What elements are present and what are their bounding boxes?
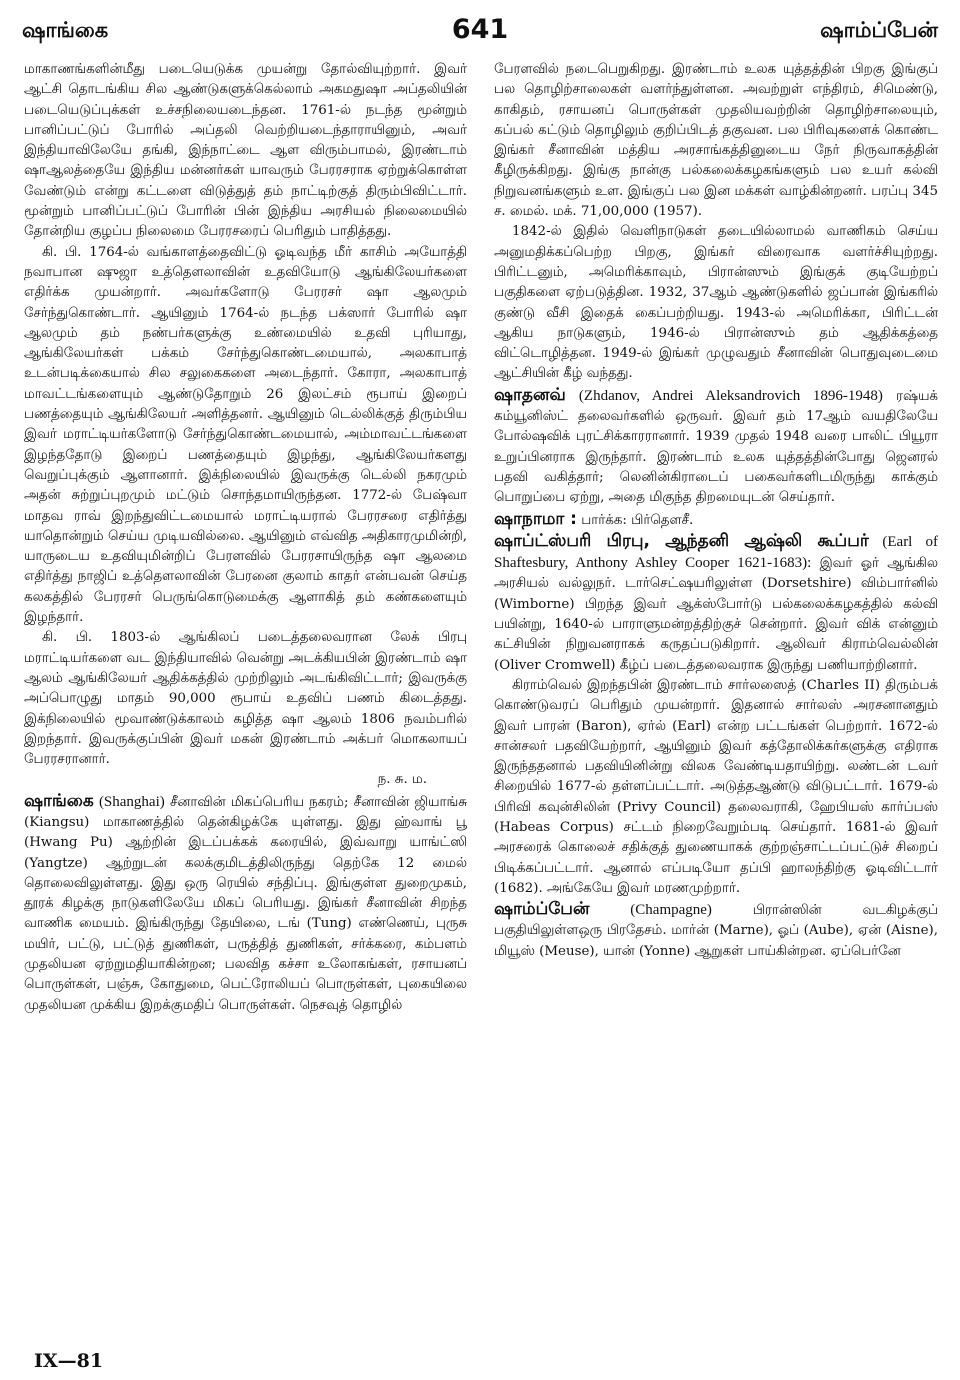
page-number: 641 xyxy=(451,14,509,45)
author-initials: ந. சு. ம. xyxy=(377,772,427,788)
headword-champagne-english: (Champagne) xyxy=(630,902,712,919)
headword-shahnama: ஷாநாமா : xyxy=(494,508,577,529)
right-column xyxy=(494,60,938,1350)
entry-shaftesbury xyxy=(494,531,938,676)
headword-shanghai-english: (Shanghai) xyxy=(98,793,165,810)
entry-shahnama xyxy=(494,509,938,531)
paragraph-shaftesbury-2: கிராம்வெல் இறந்தபின் இரண்டாம் சார்லஸைத் (Charles II) திரும்பக் கொண்டுவரப் பெரிதும் முயன்றார். இதனால் சார்லஸ் அரசனானதும் இவர் பாரன் (Baron), ஏர்ல் (Earl) என்ற பட்டங்கள் பெற்றார். 1672-ல் சான்சலர் பதவியேற்றார், ஆயினும் இவர் கத்தோலிக்கர்களுக்கு எதிராக இருந்ததனால் பதவியினின்று விலக வேண்டியதாயிற்று. லண்டன் டவர் சிறையில் 1677-ல் தள்ளப்பட்டார். அடுத்தஆண்டு விடுபட்டார். 1679-ல் பிரிவி கவுன்சிலின் (Privy Council) தலைவராகி, ஹேபியஸ் கார்ப்பஸ் (Habeas Corpus) சட்டம் நிறைவேறும்படி செய்தார். 1681-ல் இவர் அரசரைக் கொலைச் சதிக்குத் துணையாகக் குற்றஞ்சாட்டப்பட்டுச் சிறைப் பிடிக்கப்பட்டார். ஆனால் எப்படியோ தப்பி ஹாலந்திற்கு ஓடிவிட்டார் (1682). அங்கேயே இவர் மரணமுற்றார். xyxy=(494,677,938,896)
paragraph-shah-alam-3: கி. பி. 1803-ல் ஆங்கிலப் படைத்தலைவரான லேக் பிரபு மராட்டியர்களை வட இந்தியாவில் வென்று அடக்கியபின் இரண்டாம் ஷா ஆலம் ஆங்கிலேயர் ஆதிக்கத்தில் முற்றிலும் அடங்கிவிட்டார்; இவருக்கு அப்பொழுது மாதம் 90,000 ரூபாய் உதவிப் பணம் கிடைத்தது. இக்நிலையில் மூவாண்டுக்காலம் கழித்த ஷா ஆலம் 1806 நவம்பரில் இறந்தார். இவருக்குப்பின் இவர் மகன் இரண்டாம் அக்பர் மொகலாயப் பேரரசரானார். xyxy=(24,630,467,768)
headword-shanghai: ஷாங்கை xyxy=(24,790,94,811)
running-head xyxy=(22,14,938,48)
header-right-word: ஷாம்ப்பேன் xyxy=(820,18,938,42)
left-column xyxy=(24,60,467,1350)
entry-zhdanov xyxy=(494,385,938,509)
paragraph-shanghai-cont: பேரளவில் நடைபெறுகிறது. இரண்டாம் உலக யுத்தத்தின் பிறகு இங்குப் பல தொழிற்சாலைகள் வளர்ந்துள்ளன. அவற்றுள் எந்திரம், சிமெண்டு, காகிதம், ரசாயனப் பொருள்கள் முதலியவற்றின் தொழிற்சாலையும், கப்பல் கட்டும் தொழிலும் குறிப்பிடத் தகுவன. பல பிரிவுகளைக் கொண்ட இங்கர் சீனாவின் மத்திய அரசாங்கத்தினுடைய நேர் நிருவாகத்தின் கீழிருக்கிறது. இங்கு நான்கு பல்கலைக்கழகங்களும் பல உயர் கல்வி நிறுவனங்களும் உள. இங்குப் பல இன மக்கள் வாழ்கின்றனர். பரப்பு 345 ச. மைல். மக். 71,00,000 (1957). xyxy=(494,62,938,220)
headword-shaftesbury: ஷாப்ட்ஸ்பரி பிரபு, ஆந்தனி ஆஷ்லி கூப்பர் xyxy=(494,530,869,551)
entry-shaftesbury-text: இவர் ஓர் ஆங்கில அரசியல் வல்லுநர். டார்செட்ஷயரிலுள்ள (Dorsetshire) விம்பார்னில் (Wimborne) பிறந்த இவர் ஆக்ஸ்போர்டு பல்கலைக்கழகத்தில் கல்வி பயின்று, 1640-ல் பாராளுமன்றத்திற்குச் சென்றார். இவர் விக் என்னும் கட்சியின் நிறுவனராகக் கருதப்படுகிறார். ஆலிவர் கிராம்வெல்லின் (Oliver Cromwell) கீழ்ப் படைத்தலைவராக இருந்து பணியாற்றினார். xyxy=(494,556,938,673)
paragraph-shah-alam-1: மாகாணங்களின்மீது படையெடுக்க முயன்று தோல்வியுற்றார். இவர் ஆட்சி தொடங்கிய சில ஆண்டுகளுக்கெல்லாம் அகமதுஷா அப்தலியின் படையெடுப்புக்கள் உச்சநிலையடைந்தன. 1761-ல் நடந்த மூன்றும் பானிப்பட்டுப் போரில் அப்தலி வெற்றியடைந்தாராயினும், அவர் இந்தியாவிலேயே தங்கி, இந்நாட்டை ஆள விரும்பாமல், இரண்டாம் ஷாஆலத்தையே இந்திய மன்னர்கள் யாவரும் பேரரசராக ஏற்றுக்கொள்ள வேண்டும் என்று கட்டளை விடுத்துத் தம் நாட்டிற்குத் திரும்பிவிட்டார். மூன்றும் பானிப்பட்டுப் போரின் பின் இந்திய அரசியல் நிலைமையில் தோன்றிய குழப்ப நிலைமை பேரரசரைப் பெரிதும் பாதித்தது. xyxy=(24,62,467,240)
entry-shanghai-text: சீனாவின் மிகப்பெரிய நகரம்; சீனாவின் ஜியாங்சு (Kiangsu) மாகாணத்தில் தென்கிழக்கே யுள்ளது. இது ஹ்வாங் பூ (Hwang Pu) ஆற்றின் இடப்பக்கக் கரையில், இவ்வாறு யாங்ட்ஸி (Yangtze) ஆற்றுடன் கலக்குமிடத்திலிருந்து தெற்கே 12 மைல் தொலைவிலுள்ளது. இது ஒரு ரெயில் சந்திப்பு. இங்குள்ள துறைமுகம், தூரக் கிழக்கு நாடுகளிலேயே மிகப் பெரியது. இங்கர் சீனாவின் சிறந்த வாணிக மையம். இங்கிருந்து தேயிலை, டங் (Tung) எண்ணெய், புருசு மயிர், பட்டு, பட்டுத் துணிகள், பருத்தித் துணிகள், சர்க்கரை, கம்பளம் முதலியன ஏற்றுமதியாகின்றன; பலவித கச்சா உலோகங்கள், ரசாயனப் பொருள்கள், பஞ்சு, கோதுமை, பெட்ரோலியப் பொருள்கள், புகையிலை முதலியன முக்கிய இறக்குமதிப் பொருள்கள். நெசவுத் தொழில் xyxy=(24,794,467,1013)
headword-champagne: ஷாம்ப்பேன் xyxy=(494,899,590,920)
paragraph-shah-alam-2: கி. பி. 1764-ல் வங்காளத்தைவிட்டு ஓடிவந்த மீர் காசிம் அயோத்தி நவாபான ஷுஜா உத்தௌலாவின் உதவியோடு ஆங்கிலேயர்களை எதிர்க்க முயன்றார். அவர்களோடு பேரரசர் ஷா ஆலமும் சேர்ந்துகொண்டார். ஆயினும் 1764-ல் நடந்த பக்ஸார் போரில் ஷா ஆலமும் தம் நண்பர்களுக்கு உண்மையில் உதவி புரியாது, ஆங்கிலேயர்கள் பக்கம் சேர்ந்துகொண்டமையால், அலகாபாத் உடன்படிக்கையால் சில சலுகைகளை அடைந்தார். கோரா, அலகாபாத் மாவட்டங்களையும் ஆண்டுதோறும் 26 இலட்சம் ரூபாய் இறைப் பணத்தையும் ஆங்கிலேயர் அளித்தனர். ஆயினும் டெல்லிக்குத் திரும்பிய இவர் மராட்டியர்களோடு சேர்ந்துகொண்டமையால், அம்மாவட்டங்களை இழந்ததோடு இறைப் பணத்தையும் இழந்து, ஆங்கிலேயர்களது வெறுப்புக்கும் ஆளானார். இக்நிலையில் இவருக்கு டெல்லி நகரமும் அதன் சுற்றுப்புறமும் மட்டும் சொந்தமாயிருந்தன. 1772-ல் பேஷ்வா மாதவ ராவ் இறந்துவிட்டமையால் மராட்டியரால் பேரரசரை எதிர்த்து யாதொன்றும் செய்ய முடியவில்லை. ஆயினும் எவ்வித அதிகாரமுமின்றி, யாருடைய உதவியுமின்றிப் பேரளவில் பேரரசாயிருந்த ஷா ஆலமை எதிர்த்து நாஜிப் உத்தௌலாவின் பேரனை குலாம் காதர் என்பவன் செய்த கலகத்தில் பேரரசர் பெருங்கொடுமைக்கு ஆளாகித் தம் கண்களையும் இழந்தார். xyxy=(24,244,467,626)
entry-shanghai xyxy=(24,791,467,1016)
headword-zhdanov-english: (Zhdanov, Andrei Aleksandrovich 1896-1948) xyxy=(578,387,883,404)
header-left-word: ஷாங்கை xyxy=(22,18,109,42)
entry-zhdanov-text: ரஷ்யக் கம்யூனிஸ்ட் தலைவர்களில் ஒருவர். இவர் தம் 17ஆம் வயதிலேயே போல்ஷவிக் புரட்சிக்காரரானார். 1939 முதல் 1948 வரை பாலிட் பியூரா உறுப்பினராக இருந்தார். இரண்டாம் உலக யுத்தத்தின்போது ஜெனரல் பதவி வகித்தார்; லெனின்கிராடைப் பகைவர்களிடமிருந்து காக்கும் பொறுப்பை ஏற்று, அதை மிகுந்த திறமையுடன் செய்தார். xyxy=(494,388,938,506)
headword-zhdanov: ஷாதனவ் xyxy=(494,384,566,405)
entry-champagne xyxy=(494,899,938,962)
entry-shahnama-text: பார்க்க: பிர்தௌசீ. xyxy=(581,512,694,528)
signature-mark: IX—81 xyxy=(34,1350,104,1372)
paragraph-shanghai-history: 1842-ல் இதில் வெளிநாடுகள் தடையில்லாமல் வாணிகம் செய்ய அனுமதிக்கப்பெற்ற பிறகு, இங்கர் விரைவாக வளர்ச்சியுற்றது. பிரிட்டனும், அமெரிக்காவும், பிரான்ஸும் இங்குக் குடியேற்றப் பகுதிகளை ஏற்படுத்தின. 1932, 37ஆம் ஆண்டுகளில் ஜப்பான் இங்கரில் குண்டு வீசி இதைக் கைப்பற்றியது. 1943-ல் அமெரிக்கா, பிரிட்டன் ஆகிய நாடுகளும், 1946-ல் பிரான்ஸும் தம் ஆதிக்கத்தை விட்டொழித்தன. 1949-ல் இங்கர் முழுவதும் சீனாவின் பொதுவுடைமை ஆட்சியின் கீழ் வந்தது. xyxy=(494,224,938,382)
entry-champagne-text: பிரான்ஸின் வடகிழக்குப் பகுதியிலுள்ளஒரு பிரதேசம். மார்ன் (Marne), ஓப் (Aube), ஏன் (Aisne), மியூஸ் (Meuse), யான் (Yonne) ஆறுகள் பாய்கின்றன. ஏப்பெர்னே xyxy=(494,903,938,959)
headword-shaftesbury-english: (Earl of Shaftesbury, Anthony Ashley Cooper 1621-1683): xyxy=(494,533,938,572)
